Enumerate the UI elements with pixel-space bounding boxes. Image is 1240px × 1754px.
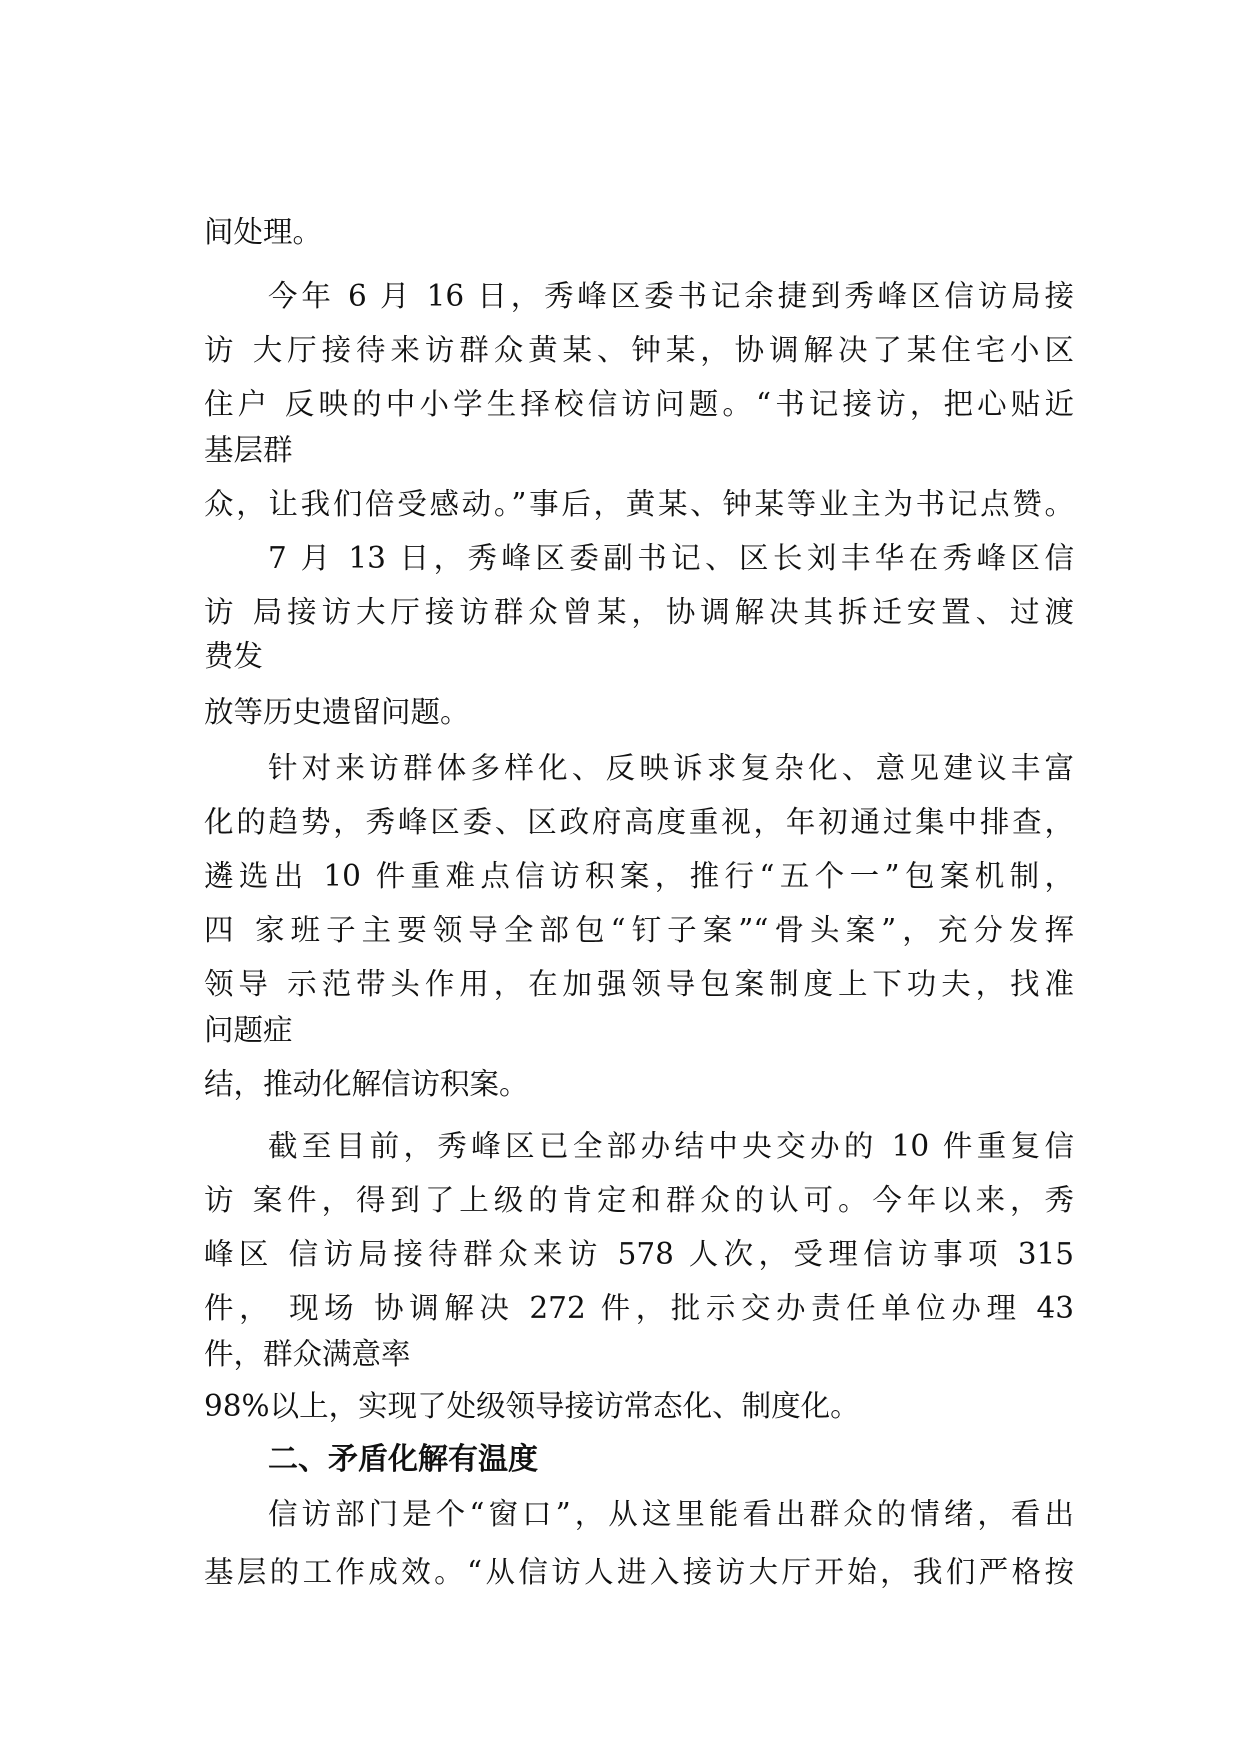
paragraph-first-line: 信访部门是个“窗口”，从这里能看出群众的情绪，看出 xyxy=(268,1497,1074,1531)
text-line: 问题症 xyxy=(204,1013,293,1047)
text-line: 峰区 信访局接待群众来访 578 人次，受理信访事项 315 xyxy=(204,1237,1074,1271)
text-line: 遴选出 10 件重难点信访积案，推行“五个一”包案机制， xyxy=(204,859,1074,893)
text-line: 放等历史遗留问题。 xyxy=(204,695,470,729)
section-heading: 二、矛盾化解有温度 xyxy=(268,1442,538,1477)
text-line: 结，推动化解信访积案。 xyxy=(204,1067,529,1101)
text-line: 领导 示范带头作用，在加强领导包案制度上下功夫，找准 xyxy=(204,967,1074,1001)
paragraph-first-line: 今年 6 月 16 日，秀峰区委书记余捷到秀峰区信访局接 xyxy=(268,279,1074,313)
text-line: 间处理。 xyxy=(204,215,323,249)
paragraph-first-line: 针对来访群体多样化、反映诉求复杂化、意见建议丰富 xyxy=(268,751,1074,785)
text-line: 基层的工作成效。“从信访人进入接访大厅开始，我们严格按 xyxy=(204,1555,1074,1589)
text-line: 费发 xyxy=(204,639,264,673)
text-line: 访 大厅接待来访群众黄某、钟某，协调解决了某住宅小区 xyxy=(204,333,1074,367)
text-line: 基层群 xyxy=(204,433,293,467)
text-line: 四 家班子主要领导全部包“钉子案”“骨头案”，充分发挥 xyxy=(204,913,1074,947)
text-line: 住户 反映的中小学生择校信访问题。“书记接访，把心贴近 xyxy=(204,387,1074,421)
text-line: 化的趋势，秀峰区委、区政府高度重视，年初通过集中排查， xyxy=(204,805,1074,839)
paragraph-first-line: 7 月 13 日，秀峰区委副书记、区长刘丰华在秀峰区信 xyxy=(268,541,1074,575)
text-line: 件， 现场 协调解决 272 件，批示交办责任单位办理 43 xyxy=(204,1291,1074,1325)
text-line: 访 局接访大厅接访群众曾某，协调解决其拆迁安置、过渡 xyxy=(204,595,1074,629)
paragraph-first-line: 截至目前，秀峰区已全部办结中央交办的 10 件重复信 xyxy=(268,1129,1074,1163)
text-line: 访 案件，得到了上级的肯定和群众的认可。今年以来，秀 xyxy=(204,1183,1074,1217)
text-line: 众，让我们倍受感动。”事后，黄某、钟某等业主为书记点赞。 xyxy=(204,487,1074,521)
text-line: 98%以上，实现了处级领导接访常态化、制度化。 xyxy=(204,1389,860,1423)
text-line: 件，群众满意率 xyxy=(204,1337,411,1371)
